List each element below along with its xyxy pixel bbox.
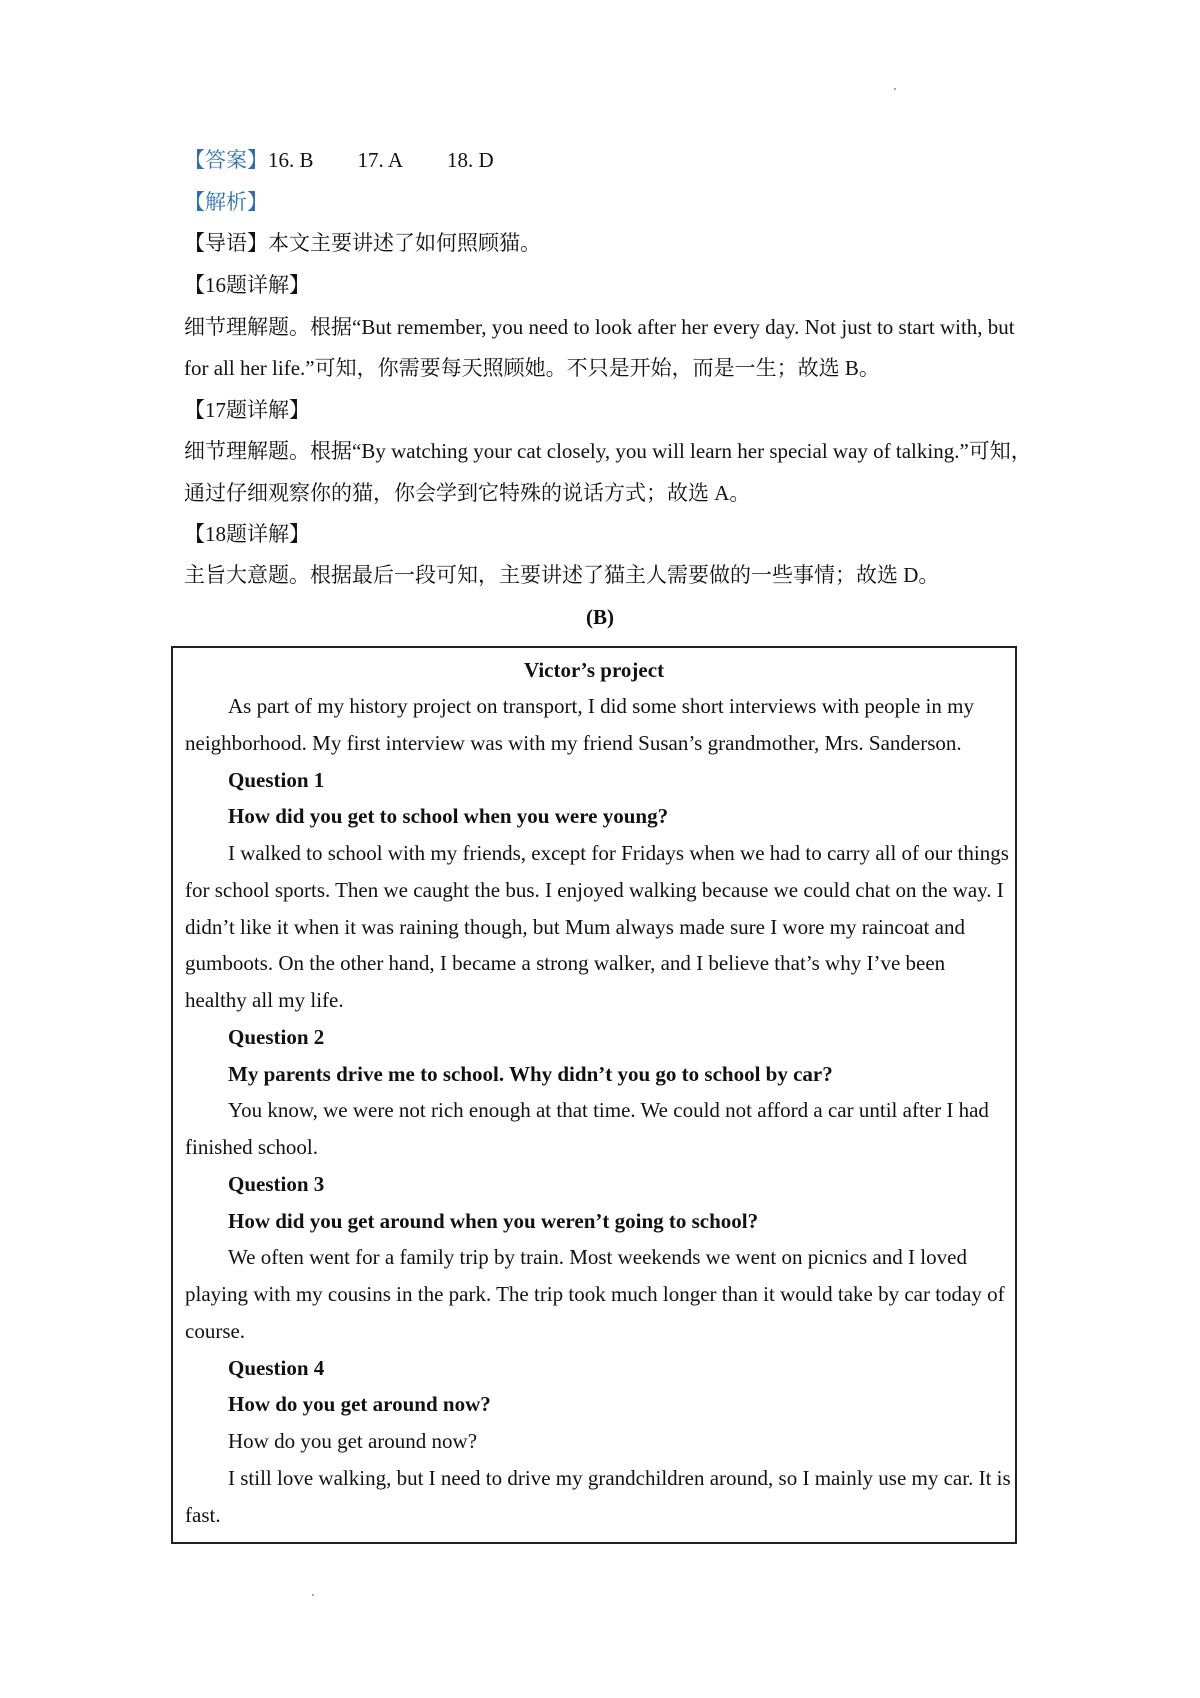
intro-line: 【导语】本文主要讲述了如何照顾猫。 [184,231,541,255]
answer-text-line: I still love walking, but I need to drive my grandchildren around, so I mainly use my car. It is [228,1466,1011,1490]
answer-item: 16. B [268,148,314,172]
answer-text-line: I walked to school with my friends, except for Fridays when we had to carry all of our things [228,841,1009,865]
answer-text-line: for school sports. Then we caught the bus. I enjoyed walking because we could chat on the way. I [185,878,1004,902]
answer-text-line: We often went for a family trip by train. Most weekends we went on picnics and I loved [228,1245,967,1269]
question-label: Question 4 [228,1356,325,1380]
passage-text-line: neighborhood. My first interview was with my friend Susan’s grandmother, Mrs. Sanderson. [185,731,962,755]
scan-speck [312,1594,314,1596]
answer-text-line: healthy all my life. [185,988,344,1012]
q18-explanation-line: 主旨大意题。根据最后一段可知，主要讲述了猫主人需要做的一些事情；故选 D。 [184,563,940,587]
answer-text-line: You know, we were not rich enough at that time. We could not afford a car until after I had [228,1098,989,1122]
q16-explanation-line: for all her life.”可知，你需要每天照顾她。不只是开始，而是一生；故选 B。 [184,356,880,380]
q17-explanation-line: 通过仔细观察你的猫，你会学到它特殊的说话方式；故选 A。 [184,481,751,505]
analysis-label: 【解析】 [184,190,268,214]
q16-explanation-line: 细节理解题。根据“But remember, you need to look after her every day. Not just to start with, but [184,315,1015,339]
q17-explanation-line: 细节理解题。根据“By watching your cat closely, you will learn her special way of talking.”可知， [184,439,1032,463]
section-heading-b: (B) [586,605,614,629]
answer-line [184,146,1034,174]
question-text: How do you get around now? [228,1392,491,1416]
q17-heading: 【17题详解】 [184,398,310,422]
question-label: Question 3 [228,1172,325,1196]
question-label: Question 2 [228,1025,325,1049]
answer-text-line: finished school. [185,1135,318,1159]
question-label: Question 1 [228,768,325,792]
answer-text-line: playing with my cousins in the park. The trip took much longer than it would take by car today of [185,1282,1005,1306]
question-text: How did you get around when you weren’t going to school? [228,1209,759,1233]
question-text: My parents drive me to school. Why didn’t you go to school by car? [228,1062,833,1086]
passage-box [171,646,1017,1544]
answer-text-line: gumboots. On the other hand, I became a strong walker, and I believe that’s why I’ve been [185,951,946,975]
answer-text-line: didn’t like it when it was raining though, but Mum always made sure I wore my raincoat and [185,915,965,939]
question-text: How did you get to school when you were young? [228,804,669,828]
answer-text-line: course. [185,1319,246,1343]
answer-item: 17. A [357,148,404,172]
passage-text-line: As part of my history project on transport, I did some short interviews with people in my [228,694,974,718]
passage-title: Victor’s project [523,658,665,682]
answer-text-line: fast. [185,1503,221,1527]
answer-item: 18. D [447,148,494,172]
scan-speck [894,88,896,90]
answer-label: 【答案】 [184,148,268,172]
q16-heading: 【16题详解】 [184,273,310,297]
q18-heading: 【18题详解】 [184,522,310,546]
answer-text-line: How do you get around now? [228,1429,478,1453]
